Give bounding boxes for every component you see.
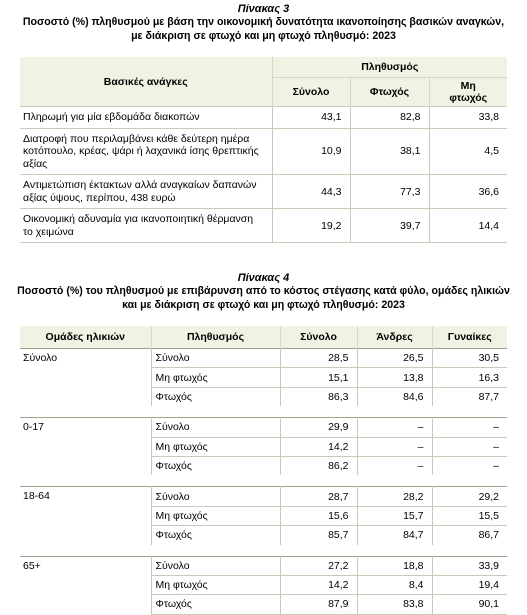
table-row — [20, 556, 507, 575]
cell-women: 16,3 — [432, 368, 507, 387]
row-label — [20, 107, 272, 129]
cell-population: Μη φτωχός — [151, 437, 280, 456]
cell-population: Μη φτωχός — [151, 368, 280, 387]
cell-population: Φτωχός — [151, 456, 280, 475]
table-row — [20, 107, 507, 129]
group-spacer — [20, 406, 507, 418]
cell-women: 87,7 — [432, 387, 507, 406]
cell-population: Φτωχός — [151, 595, 280, 614]
table3-label: Πίνακας 3 — [237, 3, 290, 15]
table-row — [20, 349, 507, 368]
cell-nonpoor: 33,8 — [478, 111, 499, 124]
table4 — [20, 326, 507, 615]
table4-title-line1: Ποσοστό (%) του πληθυσμού με επιβάρυνση από το κόστος στέγασης κατά φύλο, ομάδες ηλικιών — [17, 285, 510, 297]
table4-header-population: Πληθυσμός — [151, 326, 280, 349]
age-group-label: 65+ — [20, 556, 151, 614]
cell-men: 13,8 — [357, 368, 432, 387]
cell-men: – — [357, 437, 432, 456]
cell-men: 18,8 — [357, 556, 432, 575]
row-label-line: Αντιμετώπιση έκτακτων αλλά αναγκαίων δαπανών — [23, 179, 257, 191]
row-label-line: Πληρωμή για μία εβδομάδα διακοπών — [23, 111, 200, 123]
cell-total: 27,2 — [280, 556, 357, 575]
cell-total: 10,9 — [272, 128, 350, 175]
cell-population: Σύνολο — [151, 487, 280, 506]
cell-men: – — [357, 456, 432, 475]
cell-total: 43,1 — [272, 107, 350, 129]
table3-header-nonpoor — [429, 78, 507, 107]
cell-women: – — [432, 418, 507, 437]
cell-men: 83,8 — [357, 595, 432, 614]
cell-population: Μη φτωχός — [151, 506, 280, 525]
cell-men: 15,7 — [357, 506, 432, 525]
cell-population: Σύνολο — [151, 556, 280, 575]
row-label-line: το χειμώνα — [23, 225, 74, 238]
cell-total: 14,2 — [280, 437, 357, 456]
group-spacer — [20, 475, 507, 487]
row-label-line: αξίας — [23, 157, 48, 170]
cell-total: 15,6 — [280, 506, 357, 525]
row-label-line: Διατροφή που περιλαμβάνει κάθε δεύτερη ημέρα — [23, 132, 250, 145]
cell-population: Φτωχός — [151, 526, 280, 545]
cell-total: 85,7 — [280, 526, 357, 545]
cell-total: 28,7 — [280, 487, 357, 506]
table3-header-nonpoor-line2: φτωχός — [449, 92, 488, 104]
cell-men: – — [357, 418, 432, 437]
cell-men: 8,4 — [357, 575, 432, 594]
group-spacer-cell — [20, 406, 507, 418]
cell-poor: 39,7 — [350, 209, 429, 243]
row-label-line: αξίας ύψους, περίπου, 438 ευρώ — [23, 191, 176, 204]
cell-women: – — [432, 456, 507, 475]
table-row — [20, 209, 507, 243]
cell-total: 19,2 — [272, 209, 350, 243]
group-spacer-cell — [20, 475, 507, 487]
cell-total: 14,2 — [280, 575, 357, 594]
group-spacer — [20, 545, 507, 557]
cell-women: 19,4 — [432, 575, 507, 594]
cell-population: Μη φτωχός — [151, 575, 280, 594]
row-label-line: κοτόπουλο, κρέας, ψάρι ή λαχανικά ίσης θρεπτικής — [23, 145, 259, 157]
group-spacer-cell — [20, 545, 507, 557]
cell-women: 29,2 — [432, 487, 507, 506]
table4-title-line2: και με διάκριση σε φτωχό και μη φτωχό πληθυσμό: 2023 — [122, 299, 405, 311]
cell-total: 87,9 — [280, 595, 357, 614]
cell-total: 15,1 — [280, 368, 357, 387]
cell-poor: 38,1 — [350, 128, 429, 175]
cell-total: 44,3 — [272, 175, 350, 209]
cell-total: 86,2 — [280, 456, 357, 475]
cell-nonpoor: 4,5 — [484, 145, 499, 158]
table4-label: Πίνακας 4 — [237, 272, 290, 284]
cell-nonpoor: 14,4 — [478, 219, 499, 232]
table3-header-needs: Βασικές ανάγκες — [20, 57, 272, 107]
age-group-label: Σύνολο — [20, 349, 151, 407]
age-group-label: 0-17 — [20, 418, 151, 476]
cell-men: 84,6 — [357, 387, 432, 406]
table-row — [20, 418, 507, 437]
cell-poor: 77,3 — [350, 175, 429, 209]
table-row — [20, 487, 507, 506]
table3-header-nonpoor-line1: Μη — [460, 80, 476, 92]
cell-women: 86,7 — [432, 526, 507, 545]
table-row — [20, 128, 507, 175]
cell-women: 33,9 — [432, 556, 507, 575]
cell-total: 86,3 — [280, 387, 357, 406]
age-group-label: 18-64 — [20, 487, 151, 545]
cell-population: Σύνολο — [151, 418, 280, 437]
cell-men: 26,5 — [357, 349, 432, 368]
row-label-line: Οικονομική αδυναμία για ικανοποιητική θέρμανση — [23, 213, 254, 225]
table3 — [20, 57, 507, 243]
table4-header-women: Γυναίκες — [432, 326, 507, 349]
table4-header-total: Σύνολο — [280, 326, 357, 349]
table4-header-men: Άνδρες — [357, 326, 432, 349]
cell-total: 28,5 — [280, 349, 357, 368]
table4-caption — [0, 272, 527, 312]
table3-caption — [0, 3, 527, 43]
cell-poor: 82,8 — [350, 107, 429, 129]
table3-title-line1: Ποσοστό (%) πληθυσμού με βάση την οικονομική δυνατότητα ικανοποίησης βασικών αναγκών, — [22, 16, 505, 28]
cell-women: 30,5 — [432, 349, 507, 368]
cell-women: 15,5 — [432, 506, 507, 525]
row-label — [20, 128, 272, 175]
cell-women: – — [432, 437, 507, 456]
cell-population: Φτωχός — [151, 387, 280, 406]
cell-total: 29,9 — [280, 418, 357, 437]
table3-header-total: Σύνολο — [292, 86, 330, 98]
cell-women: 90,1 — [432, 595, 507, 614]
table4-header-age: Ομάδες ηλικιών — [20, 326, 151, 349]
table3-title-line2: με διάκριση σε φτωχό και μη φτωχό πληθυσμό: 2023 — [131, 30, 396, 42]
table3-header-population: Πληθυσμός — [272, 57, 507, 78]
cell-nonpoor: 36,6 — [478, 185, 499, 198]
table-row — [20, 175, 507, 209]
table3-header-poor: Φτωχός — [350, 78, 429, 107]
cell-population: Σύνολο — [151, 349, 280, 368]
row-label — [20, 175, 272, 209]
cell-men: 84,7 — [357, 526, 432, 545]
cell-men: 28,2 — [357, 487, 432, 506]
row-label — [20, 209, 272, 243]
